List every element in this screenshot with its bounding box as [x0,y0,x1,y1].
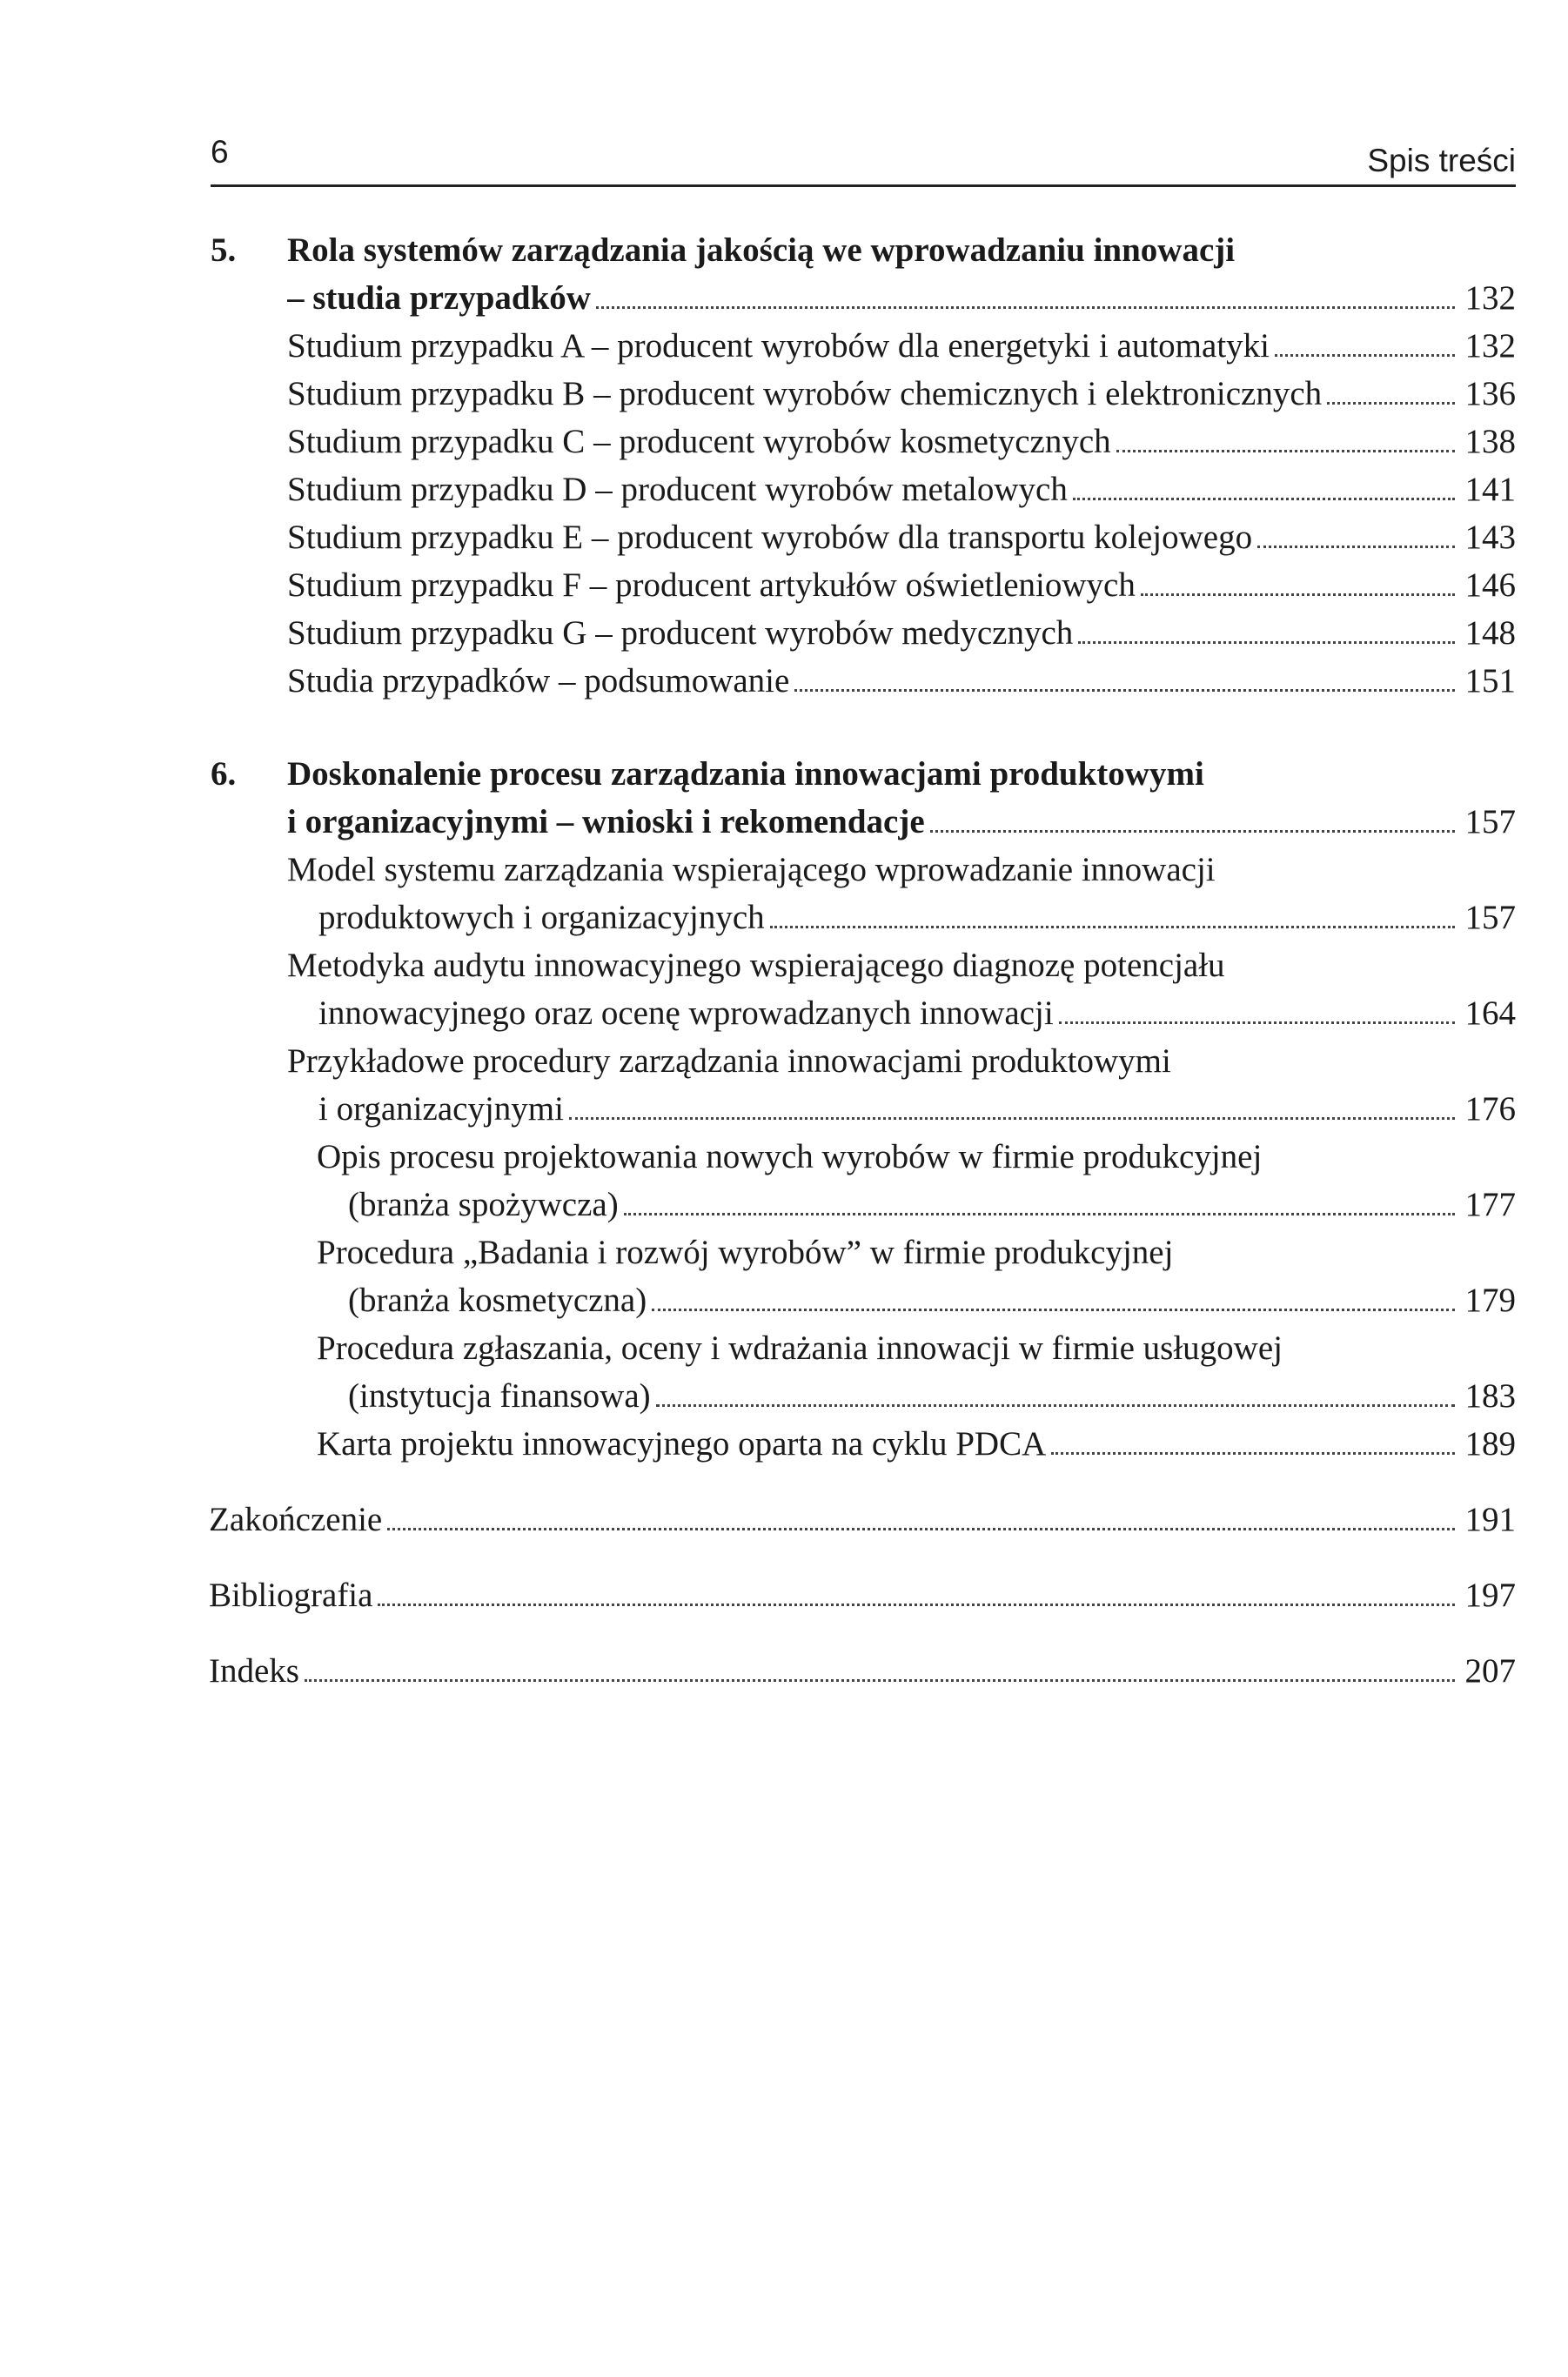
dot-leader [1116,450,1455,452]
page-ref: 132 [1464,279,1516,317]
dot-leader [930,830,1455,833]
page-ref: 148 [1464,614,1516,652]
subentry-title: Opis procesu projektowania nowych wyrobów w firmie produkcyjnej [317,1138,1263,1175]
dot-leader [770,926,1455,928]
spacer [211,705,1516,750]
page-ref: 146 [1464,566,1516,604]
dot-leader [1275,354,1455,357]
toc-entry[interactable] [211,609,1516,657]
page-ref: 197 [1464,1577,1516,1614]
chapter-6 [211,750,1516,1468]
page-ref: 157 [1464,899,1516,936]
subentry-title: Procedura zgłaszania, oceny i wdrażania innowacji w firmie usługowej [317,1329,1283,1367]
page-ref: 189 [1464,1425,1516,1463]
page-ref: 141 [1464,471,1516,508]
entry-title: Studium przypadku G – producent wyrobów medycznych [287,614,1074,652]
page-header [211,131,1516,187]
dot-leader [378,1604,1455,1606]
page-ref: 157 [1464,803,1516,840]
toc-entry-bibliography[interactable] [209,1571,1516,1619]
chapter-6-title-line2[interactable] [211,798,1516,846]
chapter-title-continued: – studia przypadków [287,279,591,317]
page-ref: 179 [1464,1282,1516,1319]
dot-leader [1073,498,1455,500]
toc-entry[interactable] [211,370,1516,418]
chapter-title-continued: i organizacyjnymi – wnioski i rekomendacje [287,803,925,840]
chapter-title: Doskonalenie procesu zarządzania innowacjami produktowymi [287,755,1204,793]
toc-entry[interactable] [211,418,1516,465]
entry-title: Bibliografia [209,1577,373,1614]
toc-entry-index[interactable] [209,1647,1516,1695]
entry-title: Studium przypadku B – producent wyrobów chemicznych i elektronicznych [287,375,1323,412]
toc-entry[interactable] [211,513,1516,561]
dot-leader [1141,593,1455,596]
dot-leader [569,1117,1455,1120]
page-number: 6 [211,134,229,170]
dot-leader [794,689,1455,692]
toc-subentry-line2[interactable] [211,1276,1516,1324]
spacer [211,1468,1516,1496]
dot-leader [1257,546,1455,548]
page-ref: 183 [1464,1377,1516,1415]
toc-entry[interactable] [211,322,1516,370]
toc-entry-line1[interactable] [211,846,1516,894]
entry-title: Studia przypadków – podsumowanie [287,662,790,700]
dot-leader [1059,1021,1455,1024]
subentry-title: Karta projektu innowacyjnego oparta na cyklu PDCA [317,1425,1047,1463]
entry-title: Metodyka audytu innowacyjnego wspierającego diagnozę potencjału [287,947,1225,984]
entry-title-continued: innowacyjnego oraz ocenę wprowadzanych innowacji [318,994,1054,1032]
page-ref: 176 [1464,1090,1516,1128]
dot-leader [1051,1452,1455,1455]
toc-entry-line1[interactable] [211,941,1516,989]
entry-title: Zakończenie [209,1501,383,1538]
toc-subentry-line2[interactable] [211,1372,1516,1420]
page-ref: 151 [1464,662,1516,700]
toc-entry[interactable] [211,561,1516,609]
running-title: Spis treści [1367,143,1516,178]
page-ref: 207 [1464,1652,1516,1690]
entry-title: Studium przypadku A – producent wyrobów dla energetyki i automatyki [287,327,1270,365]
chapter-number: 5. [211,231,237,269]
dot-leader [1078,641,1455,644]
page-ref: 164 [1464,994,1516,1032]
dot-leader [652,1309,1455,1311]
chapter-5-title-line1[interactable] [211,226,1516,274]
entry-title-continued: produktowych i organizacyjnych [318,899,765,936]
entry-title: Studium przypadku C – producent wyrobów kosmetycznych [287,423,1111,460]
dot-leader [596,306,1455,309]
toc-entry-line2[interactable] [211,1085,1516,1133]
toc-subentry-line1[interactable] [211,1133,1516,1181]
subentry-title-continued: (branża kosmetyczna) [348,1282,647,1319]
page-ref: 132 [1464,327,1516,365]
dot-leader [656,1404,1455,1407]
chapter-6-title-line1[interactable] [211,750,1516,798]
subentry-title-continued: (instytucja finansowa) [348,1377,651,1415]
page-ref: 138 [1464,423,1516,460]
entry-title: Model systemu zarządzania wspierającego wprowadzanie innowacji [287,851,1216,888]
toc-entry-line2[interactable] [211,989,1516,1037]
toc-entry-line2[interactable] [211,894,1516,941]
page-ref: 177 [1464,1186,1516,1223]
toc-subentry-line2[interactable] [211,1181,1516,1229]
toc-subentry-line1[interactable] [211,1229,1516,1276]
entry-title: Indeks [209,1652,299,1690]
subentry-title: Procedura „Badania i rozwój wyrobów” w firmie produkcyjnej [317,1234,1174,1271]
entry-title: Przykładowe procedury zarządzania innowacjami produktowymi [287,1042,1171,1080]
dot-leader [1327,402,1455,405]
chapter-5-title-line2[interactable] [211,274,1516,322]
entry-title: Studium przypadku D – producent wyrobów metalowych [287,471,1068,508]
toc-entry-line1[interactable] [211,1037,1516,1085]
chapter-number: 6. [211,755,237,793]
dot-leader [387,1528,1455,1530]
chapter-5 [211,226,1516,705]
dot-leader [305,1679,1455,1682]
entry-title-continued: i organizacyjnymi [318,1090,564,1128]
subentry-title-continued: (branża spożywcza) [348,1186,619,1223]
toc-entry[interactable] [211,657,1516,705]
dot-leader [624,1213,1455,1215]
page-ref: 136 [1464,375,1516,412]
entry-title: Studium przypadku F – producent artykułów oświetleniowych [287,566,1136,604]
toc-subentry-line1[interactable] [211,1324,1516,1372]
page-ref: 191 [1464,1501,1516,1538]
spacer [211,1619,1516,1647]
toc-entry[interactable] [211,465,1516,513]
page-ref: 143 [1464,519,1516,556]
spacer [211,1543,1516,1571]
chapter-title: Rola systemów zarządzania jakością we wprowadzaniu innowacji [287,231,1236,269]
toc-entry-conclusion[interactable] [209,1496,1516,1543]
toc-subentry[interactable] [211,1420,1516,1468]
entry-title: Studium przypadku E – producent wyrobów dla transportu kolejowego [287,519,1253,556]
table-of-contents [211,226,1516,1695]
